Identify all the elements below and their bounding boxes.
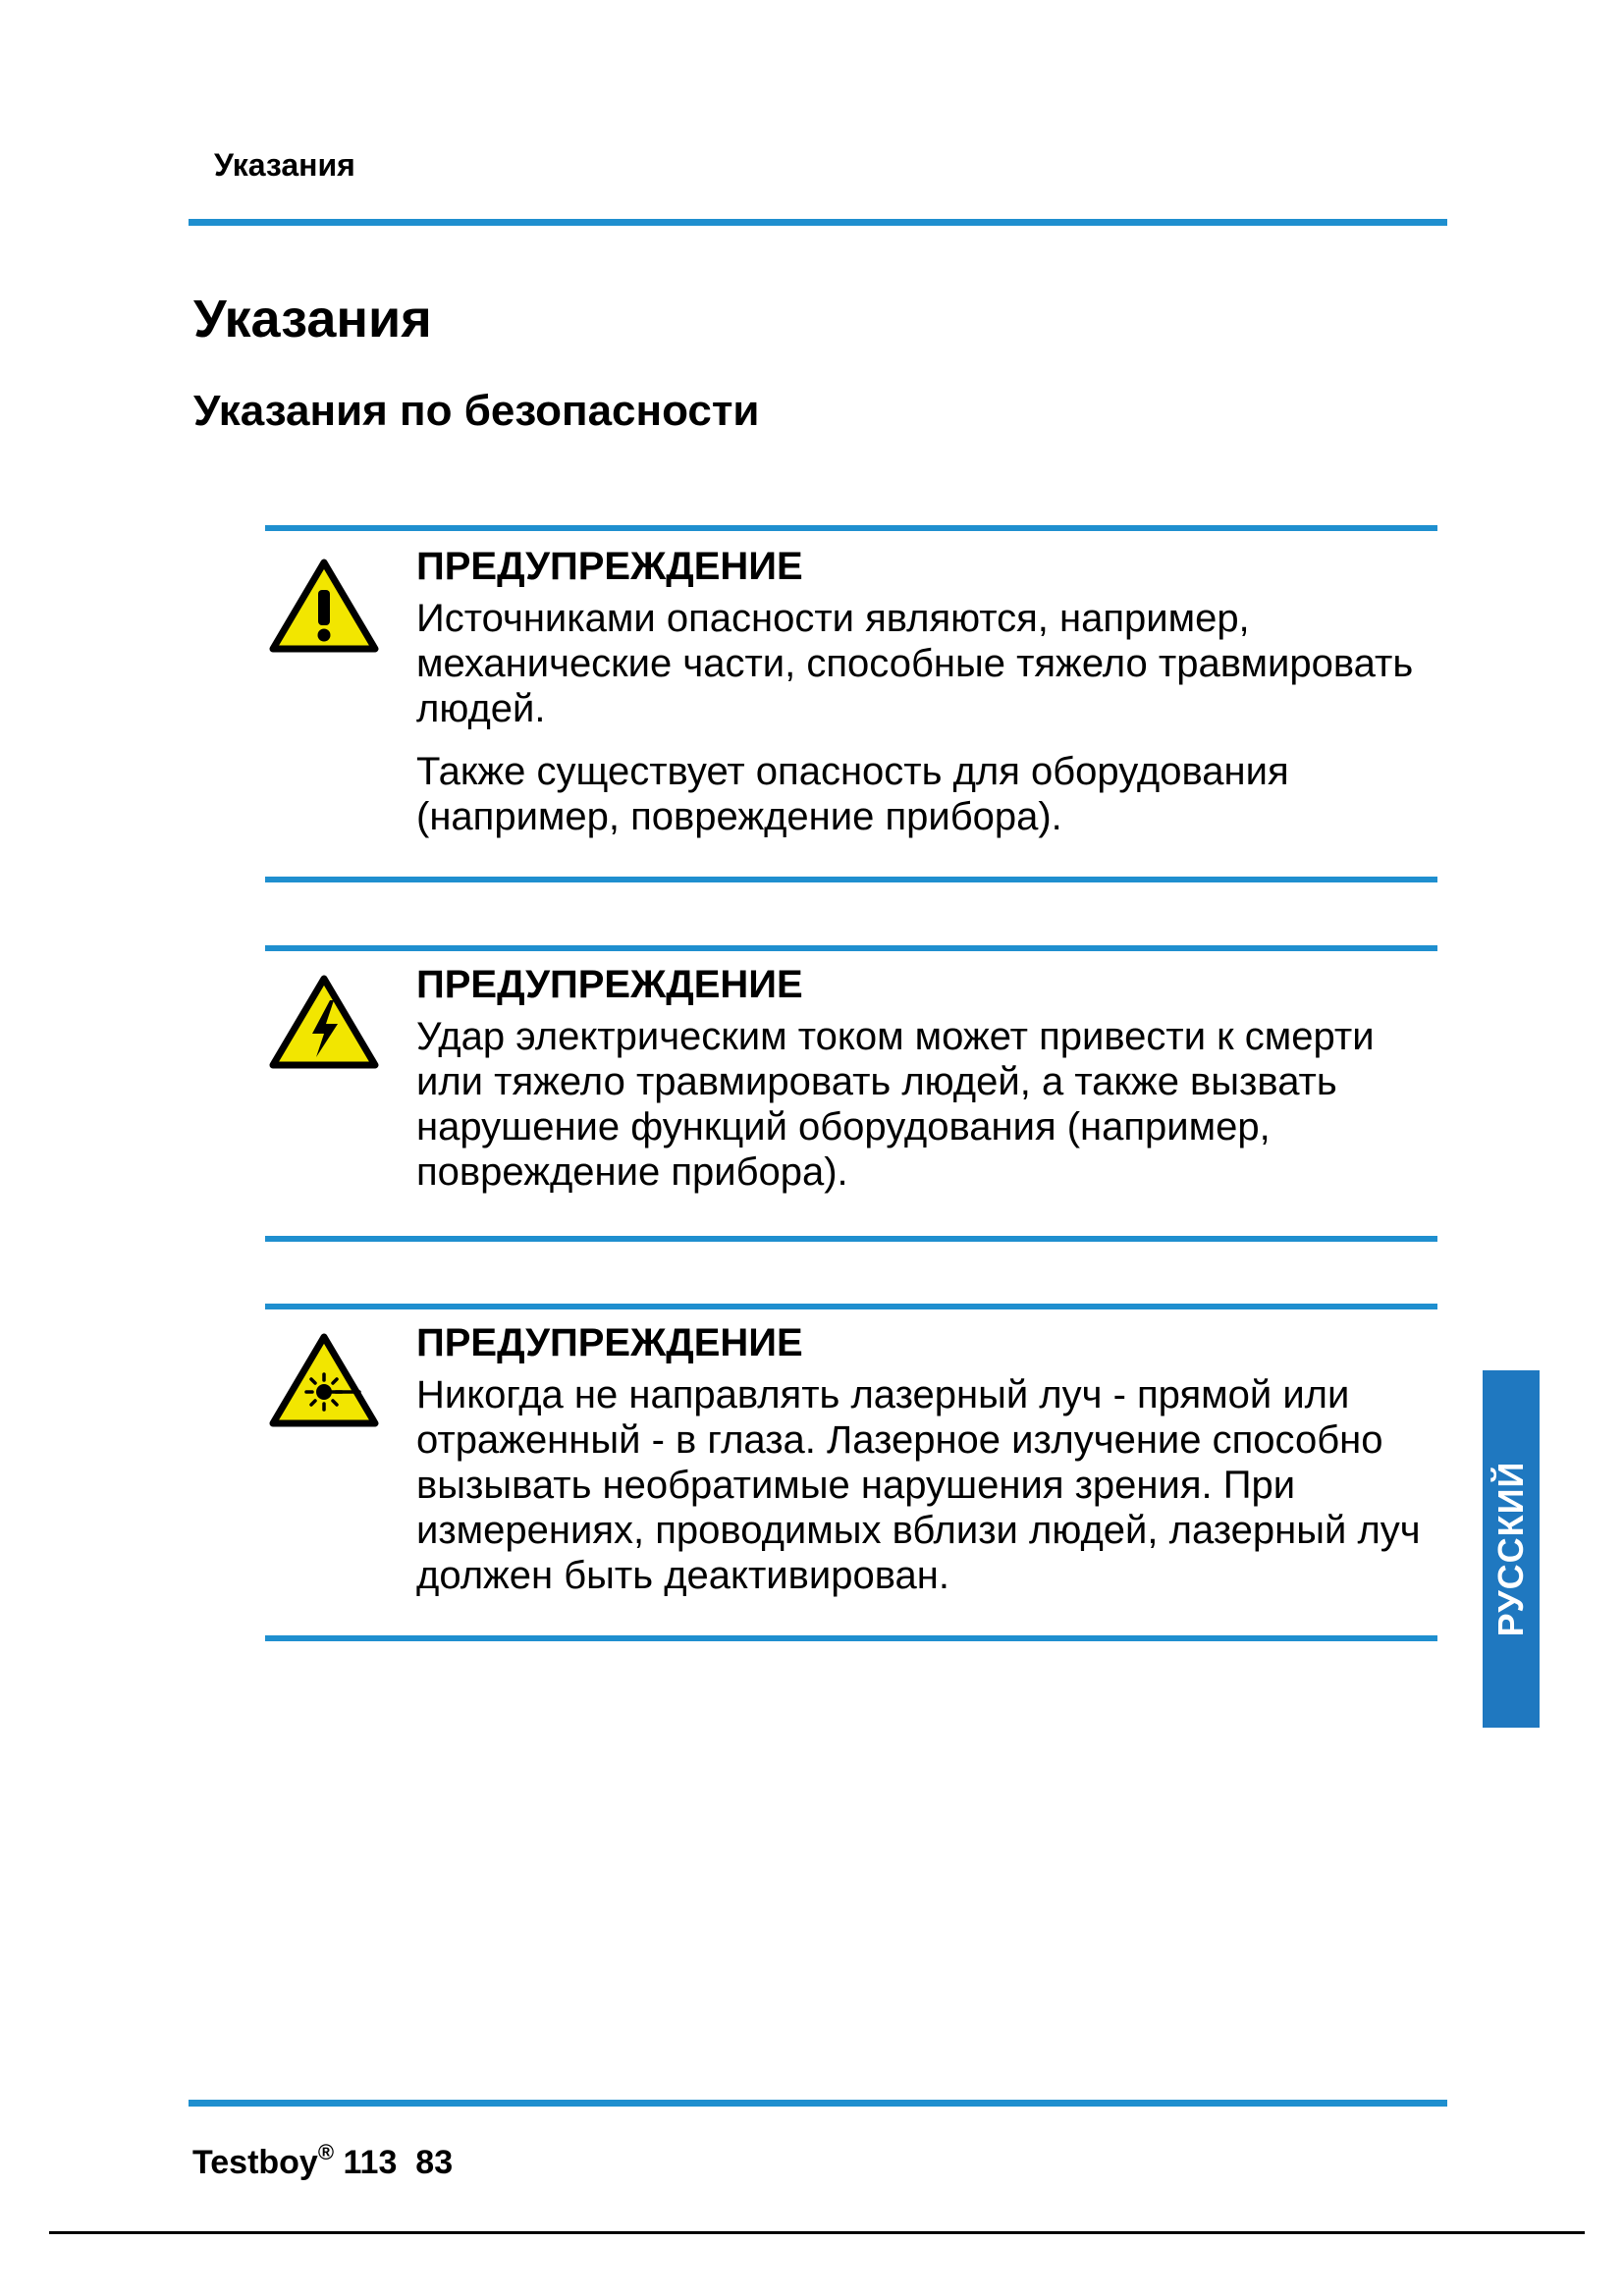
footer [192,2140,453,2182]
general-warning-icon [269,557,379,655]
warning-text: Источниками опасности являются, например, механические части, способные тяжело травмировать людей. [416,597,1414,730]
warning-box-electric [265,945,1437,1250]
warning-top-rule [265,945,1437,951]
registered-mark: ® [317,2140,335,2164]
warning-top-rule [265,1304,1437,1309]
header-rule [189,219,1447,226]
warning-text: Удар электрическим током может привести к смерти или тяжело травмировать людей, а также вызвать нарушение функций оборудования (например, повреждение прибора). [416,1015,1375,1194]
page-number: 83 [415,2144,454,2181]
warning-bottom-rule [265,1236,1437,1242]
warning-content [416,1319,1437,1616]
warning-heading: ПРЕДУПРЕЖДЕНИЕ [416,1321,803,1364]
warning-heading: ПРЕДУПРЕЖДЕНИЕ [416,545,803,588]
warning-content [416,543,1437,857]
warning-box-general [265,525,1437,888]
warning-top-rule [265,525,1437,531]
warning-heading: ПРЕДУПРЕЖДЕНИЕ [416,963,803,1006]
warning-text: Никогда не направлять лазерный луч - прямой или отраженный - в глаза. Лазерное излучение способно вызывать необратимые нарушения зрения. При измерениях, проводимых вблизи людей, лазерный луч должен быть деактивирован. [416,1373,1421,1597]
language-tab [1483,1370,1540,1728]
page-title: Указания [193,290,432,348]
running-header: Указания [214,147,355,183]
language-tab-label: РУССКИЙ [1490,1461,1531,1637]
footer-model: 113 [343,2144,398,2181]
laser-warning-icon [269,1331,379,1429]
footer-brand: Testboy [192,2144,318,2181]
warning-bottom-rule [265,877,1437,882]
warning-bottom-rule [265,1635,1437,1641]
warning-content [416,961,1437,1212]
warning-text: Также существует опасность для оборудования (например, повреждение прибора). [416,750,1289,838]
electric-shock-warning-icon [269,973,379,1071]
warning-box-laser [265,1304,1437,1647]
page-bottom-line [49,2231,1585,2234]
footer-rule [189,2100,1447,2107]
section-title: Указания по безопасности [193,387,760,435]
